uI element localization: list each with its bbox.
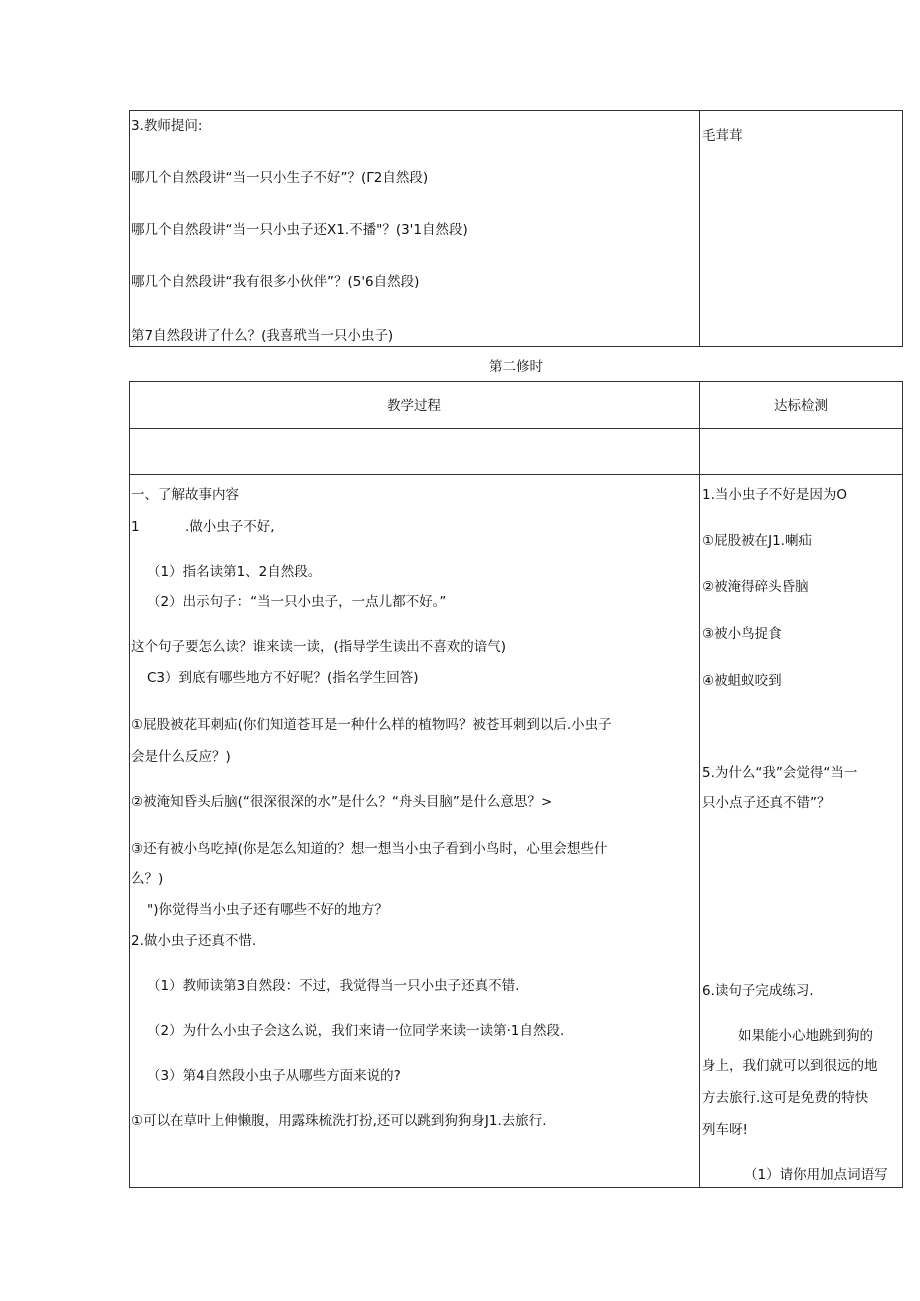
main-table-row-line [129,474,903,475]
assessment-line: （1）请你用加点词语写 [744,1167,888,1183]
top-cell-line: 哪几个自然段讲“当一只小生子不好”？(Γ2自然段) [131,170,429,186]
process-line: （2）出示句子：“当一只小虫子，一点儿都不好。” [147,594,447,610]
top-cell-line: 哪几个自然段讲“我有很多小伙伴”？(5'6自然段) [131,274,420,290]
process-line: .做小虫子不好, [185,519,275,535]
process-line: ①屁股被花耳刺疝(你们知道苍耳是一种什么样的植物吗？被苍耳刺到以后.小虫子 [131,717,612,733]
process-line: 这个句子要怎么读？谁来读一读，(指导学生读出不喜欢的谙气) [131,639,507,655]
top-cell-line: 第7自然段讲了什么？(我喜玳当一只小虫子) [131,328,394,344]
process-line: 么？) [131,871,164,887]
process-line: 1 [131,519,140,535]
process-line: （1）指名读第1、2自然段。 [147,564,322,580]
process-line: 2.做小虫子还真不惜. [131,933,257,949]
top-right-cell: 毛茸茸 [702,128,743,144]
assessment-line: ④被蛆蚁咬到 [702,673,782,689]
assessment-line: 方去旅行.这可是免费的特快 [702,1090,869,1106]
assessment-line: 列车呀! [702,1122,748,1138]
assessment-line: 身上，我们就可以到很远的地 [702,1058,878,1074]
assessment-line: ①屁股被在J1.喇疝 [702,533,812,549]
main-table-divider [699,381,700,1188]
process-line: （3）第4自然段小虫子从哪些方面来说的? [147,1068,401,1084]
process-line: ")你觉得当小虫子还有哪些不好的地方？ [147,902,388,918]
top-cell-line: 3.教师提问: [131,118,203,134]
assessment-line: 6.读句子完成练习. [702,983,814,999]
top-table-divider [699,110,700,347]
assessment-line: 只小点子还真不错”？ [702,795,831,811]
section-title: 第二修时 [489,359,543,375]
header-assessment: 达标检测 [774,398,828,414]
assessment-line: 如果能小心地跳到狗的 [738,1028,873,1044]
process-line: 一、了解故事内容 [131,487,239,503]
process-line: （1）教师读第3自然段：不过，我觉得当一只小虫子还真不错. [147,978,520,994]
process-line: ③还有被小鸟吃掉(你是怎么知道的？想一想当小虫子看到小鸟时，心里会想些什 [131,841,608,857]
assessment-line: 5.为什么“我”会觉得“当一 [702,765,858,781]
assessment-line: 1.当小虫子不好是因为O [702,487,848,503]
header-teaching-process: 教学过程 [387,398,441,414]
assessment-line: ③被小鸟捉食 [702,626,782,642]
process-line: ②被淹知昏头后脑(“很深很深的水”是什么？“舟头目脑”是什么意思？> [131,794,553,810]
process-line: ①可以在草叶上伸懒腹，用露珠梳洗打扮,还可以跳到狗狗身J1.去旅行. [131,1113,547,1129]
process-line: 会是什么反应？) [131,749,231,765]
assessment-line: ②被淹得碎头昏脑 [702,579,809,595]
main-table-row-line [129,428,903,429]
process-line: C3）到底有哪些地方不好呢？(指名学生回答) [147,670,419,686]
process-line: （2）为什么小虫子会这么说，我们来请一位同学来读一读第·1自然段. [147,1023,565,1039]
top-cell-line: 哪几个自然段讲“当一只小虫子还X1.不播"？(3'1自然段) [131,222,468,238]
